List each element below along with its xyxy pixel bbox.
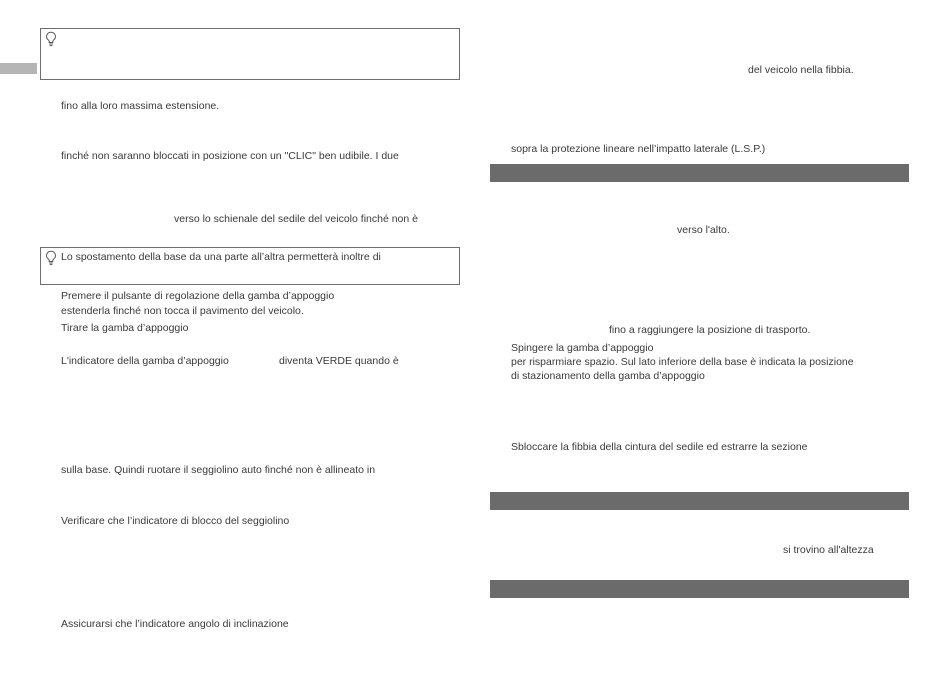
tip-text: Lo spostamento della base da una parte all’altra permetterà inoltre di <box>61 251 381 263</box>
text-line: fino a raggiungere la posizione di trasporto. <box>609 324 811 336</box>
text-line: si trovino all'altezza <box>783 544 874 556</box>
section-header-bar <box>490 580 909 598</box>
text-line: verso lo schienale del sedile del veicolo finché non è <box>174 213 418 225</box>
text-line: finché non saranno bloccati in posizione con un "CLIC" ben udibile. I due <box>61 150 399 162</box>
text-line: fino alla loro massima estensione. <box>61 100 220 112</box>
text-line: di stazionamento della gamba d’appoggio <box>511 370 705 382</box>
text-line: Premere il pulsante di regolazione della gamba d’appoggio <box>61 290 335 302</box>
text-line: Assicurarsi che l’indicatore angolo di inclinazione <box>61 618 289 630</box>
tip-box <box>40 28 460 80</box>
text-line: per risparmiare spazio. Sul lato inferiore della base è indicata la posizione <box>511 356 854 368</box>
text-line: Verificare che l’indicatore di blocco del seggiolino <box>61 515 290 527</box>
text-line: del veicolo nella fibbia. <box>748 64 854 76</box>
text-line: sopra la protezione lineare nell’impatto laterale (L.S.P.) <box>511 143 766 155</box>
text-line: Sbloccare la fibbia della cintura del sedile ed estrarre la sezione <box>511 441 808 453</box>
text-line: estenderla finché non tocca il pavimento del veicolo. <box>61 305 304 317</box>
lightbulb-icon <box>44 250 58 266</box>
text-line: diventa VERDE quando è <box>279 355 399 367</box>
lightbulb-icon <box>44 31 58 47</box>
text-line: verso l'alto. <box>677 224 730 236</box>
section-header-bar <box>490 492 909 510</box>
text-line: sulla base. Quindi ruotare il seggiolino auto finché non è allineato in <box>61 464 376 476</box>
section-header-bar <box>490 164 909 182</box>
page-edge-tab <box>0 63 37 74</box>
text-line: L'indicatore della gamba d’appoggio <box>61 355 229 367</box>
text-line: Spingere la gamba d’appoggio <box>511 342 654 354</box>
text-line: Tirare la gamba d’appoggio <box>61 322 189 334</box>
